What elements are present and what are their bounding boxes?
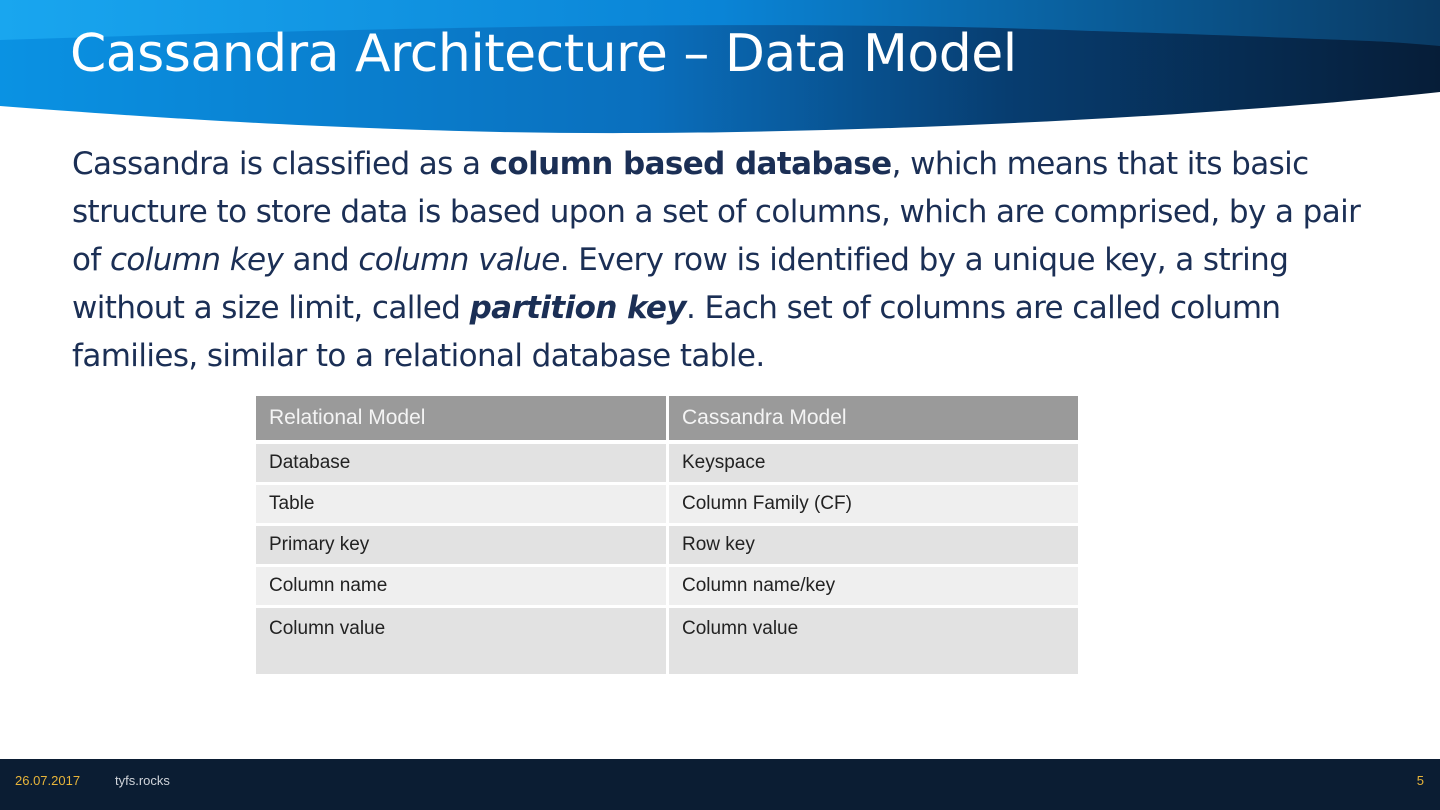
body-italic-term: column value (358, 242, 560, 278)
footer-site: tyfs.rocks (115, 773, 170, 788)
table-cell: Column name/key (669, 567, 1078, 608)
table-row (256, 567, 1078, 608)
body-bold-italic-term: partition key (469, 290, 686, 326)
table-cell: Column value (256, 608, 669, 674)
body-italic-term: column key (109, 242, 284, 278)
table-cell: Database (256, 444, 669, 485)
table-row (256, 608, 1078, 674)
table-row (256, 444, 1078, 485)
slide-title: Cassandra Architecture – Data Model (70, 24, 1017, 84)
body-bold-term: column based database (489, 146, 892, 182)
column-header-relational: Relational Model (256, 396, 669, 444)
table-cell: Table (256, 485, 669, 526)
body-paragraph (72, 140, 1372, 380)
table-row (256, 485, 1078, 526)
table-cell: Primary key (256, 526, 669, 567)
body-text-segment: . Each set of columns are called column families, similar to a relational database table. (72, 290, 1281, 374)
page-number: 5 (1416, 773, 1424, 788)
table-cell: Column Family (CF) (669, 485, 1078, 526)
table-cell: Keyspace (669, 444, 1078, 485)
body-text-segment: Cassandra is classified as a (72, 146, 490, 182)
body-text-segment: . Every row is identified by a unique key, a string without a size limit, called (72, 242, 1289, 326)
table-cell: Column name (256, 567, 669, 608)
model-comparison-table (256, 396, 1078, 674)
slide-footer (0, 759, 1440, 810)
title-banner (0, 0, 1440, 140)
footer-date: 26.07.2017 (15, 773, 81, 788)
table-row (256, 526, 1078, 567)
table-cell: Column value (669, 608, 1078, 674)
body-text-segment: and (283, 242, 359, 278)
table-header-row (256, 396, 1078, 444)
table-cell: Row key (669, 526, 1078, 567)
body-text-segment: , which means that its basic structure to store data is based upon a set of columns, which are comprised, by a pair of (72, 146, 1361, 278)
column-header-cassandra: Cassandra Model (669, 396, 1078, 444)
